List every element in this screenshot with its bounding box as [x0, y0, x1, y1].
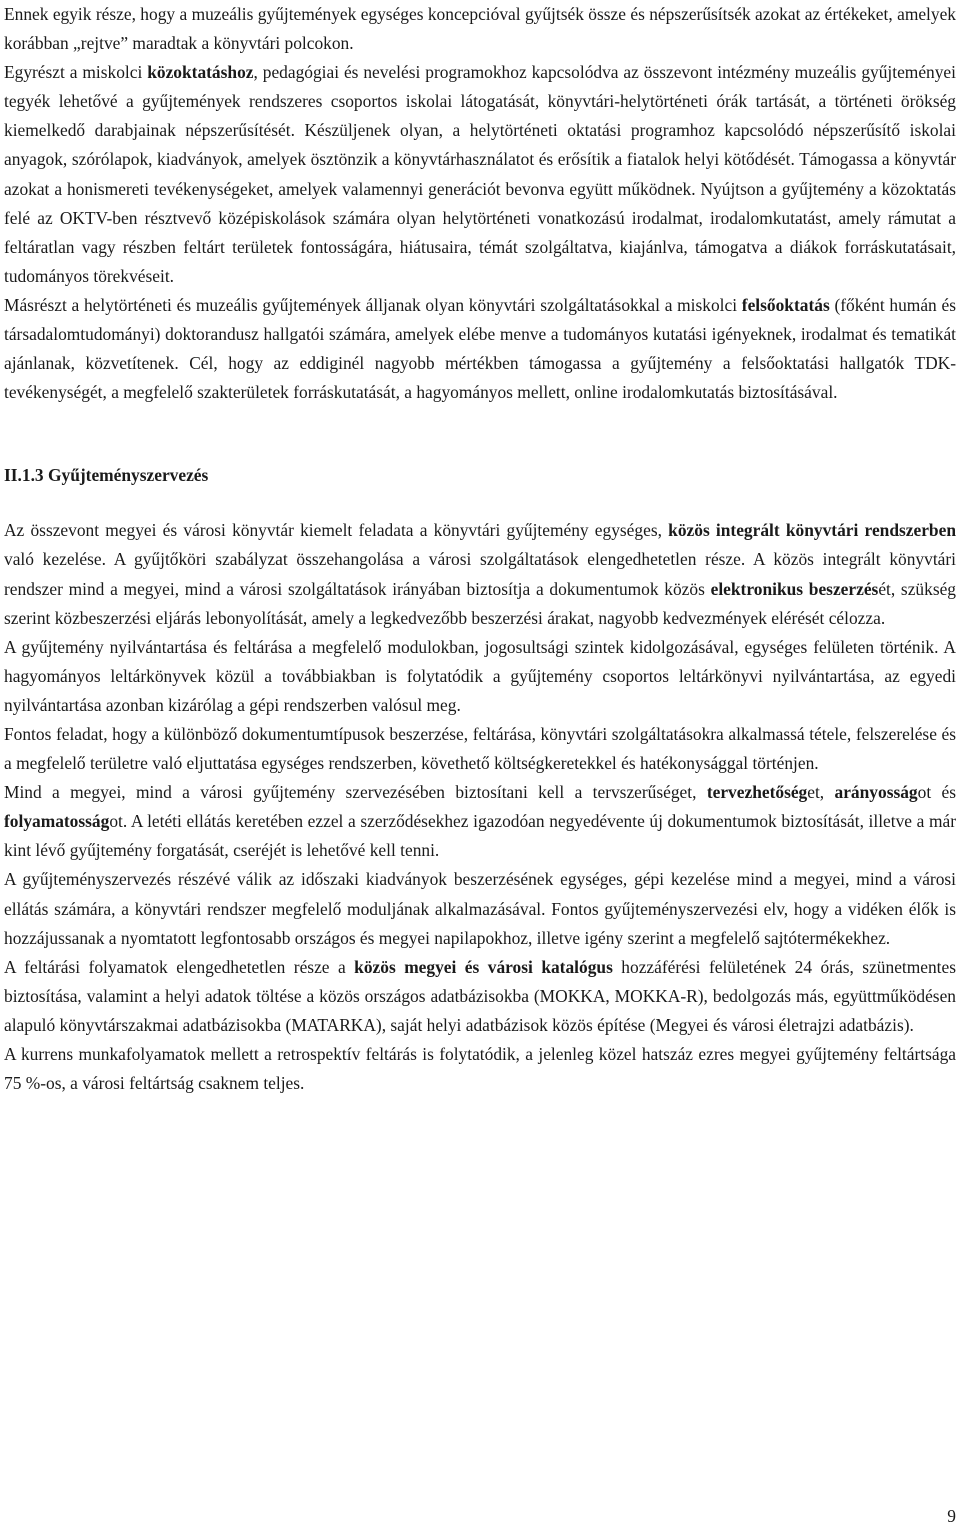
body-paragraph [4, 633, 956, 720]
emphasis-text: elektronikus beszerzés [710, 578, 879, 599]
text-run: Egyrészt a miskolci [4, 62, 148, 83]
body-paragraph [4, 720, 956, 778]
document-page [4, 0, 956, 1098]
text-run: A kurrens munkafolyamatok mellett a retrospektív feltárás is folytatódik, a jelenleg közel hatszáz ezres megyei gyűjtemény feltártsága 75 %-os, a városi feltártság csaknem teljes. [4, 1044, 956, 1094]
text-run: Az összevont megyei és városi könyvtár kiemelt feladata a könyvtári gyűjtemény egységes, [4, 520, 669, 541]
emphasis-text: arányosság [834, 782, 918, 803]
collection-section [4, 516, 956, 1098]
text-run: (főként humán és társadalomtudományi) doktorandusz hallgatói számára, amelyek elébe menve a tudományos kutatási igényeknek, irodalmat és tematikát ajánlanak, közvetítenek. Cél, hogy az eddiginél nagyobb mértékben támogassa a gyűjtemény a felsőoktatási hallgatók TDK-tevékenységét, a megfelelő szakterületek forráskutatását, a hagyományos mellett, online irodalomkutatás biztosításával. [4, 294, 956, 403]
section-heading: II.1.3 Gyűjteményszervezés [4, 465, 209, 486]
text-run: ét, szükség szerint közbeszerzési eljárás lebonyolítását, amely a legkedvezőbb beszerzési árakat, nagyobb kedvezmények elérését célozza. [4, 578, 956, 628]
body-paragraph [4, 865, 956, 952]
emphasis-text: közös integrált könyvtári rendszerben [668, 520, 956, 541]
text-run: A gyűjtemény nyilvántartása és feltárása a megfelelő modulokban, jogosultsági szintek kidolgozásával, egységes felületen történik. A hagyományos leltárkönyvek közül a továbbiakban is folytatódik a gyűjtemény csoportos leltárkönyvi nyilvántartása, az egyedi nyilvántartása azonban kizárólag a gépi rendszerben valósul meg. [4, 636, 956, 715]
intro-section [4, 0, 956, 407]
emphasis-text: közoktatáshoz [147, 62, 254, 83]
text-run: A feltárási folyamatok elengedhetetlen része a [4, 956, 355, 977]
text-run: Fontos feladat, hogy a különböző dokumentumtípusok beszerzése, feltárása, könyvtári szolgáltatásokra alkalmassá tétele, felszerelése és a megfelelő területre való eljuttatása egységes rendszerben, követhető költségkeretekkel és hatékonysággal történjen. [4, 723, 956, 774]
body-paragraph [4, 58, 956, 291]
body-paragraph [4, 953, 956, 1040]
text-run: ot. A letéti ellátás keretében ezzel a szerződésekhez igazodóan negyedévente új dokumentumok biztosítását, illetve a már kint lévő gyűjtemény forgatását, cseréjét is lehetővé kell tenni. [4, 811, 956, 861]
body-paragraph [4, 291, 956, 407]
emphasis-text: tervezhetőség [706, 782, 808, 803]
emphasis-text: közös megyei és városi katalógus [354, 956, 613, 977]
body-paragraph [4, 778, 956, 865]
text-run: A gyűjteményszervezés részévé válik az időszaki kiadványok beszerzésének egységes, gépi kezelése mind a megyei, mind a városi ellátás számára, a könyvtári rendszer megfelelő moduljának alkalmazásával. Fontos gyűjteményszervezési elv, hogy a vidéken élők is hozzájussanak a nyomtatott legfontosabb országos és megyei napilapokhoz, illetve igény szerint a megfelelő sajtótermékekhez. [4, 869, 956, 948]
text-run: Másrészt a helytörténeti és muzeális gyűjtemények álljanak olyan könyvtári szolgáltatásokkal a miskolci [4, 294, 742, 315]
text-run: ot és [917, 782, 956, 803]
body-paragraph [4, 0, 956, 58]
emphasis-text: felsőoktatás [741, 294, 830, 315]
body-paragraph [4, 1040, 956, 1098]
text-run: való kezelése. A gyűjtőköri szabályzat összehangolása a városi szolgáltatások elengedhetetlen része. A közös integrált könyvtári rendszer mind a megyei, mind a városi szolgáltatások irányában biztosítja a dokumentumok közös [4, 549, 956, 599]
text-run: et, [807, 782, 835, 803]
emphasis-text: folyamatosság [4, 811, 110, 832]
text-run: hozzáférési felületének 24 órás, szünetmentes biztosítása, valamint a helyi adatok töltése a közös országos adatbázisokba (MOKKA, MOKKA-R), bedolgozás más, együttműködésen alapuló könyvtárszakmai adatbázisokba (MATARKA), saját helyi adatbázisok közös építése (Megyei és városi életrajzi adatbázis). [4, 956, 956, 1035]
text-run: Ennek egyik része, hogy a muzeális gyűjtemények egységes koncepcióval gyűjtsék össze és népszerűsítsék azokat az értékeket, amelyek korábban „rejtve” maradtak a könyvtári polcokon. [4, 4, 956, 54]
text-run: Mind a megyei, mind a városi gyűjtemény szervezésében biztosítani kell a tervszerűséget, [4, 782, 707, 803]
text-run: , pedagógiai és nevelési programokhoz kapcsolódva az összevont intézmény muzeális gyűjteményei tegyék lehetővé a gyűjtemények rendszeres csoportos iskolai látogatását, könyvtári-helytörténeti órák tartását, a történeti örökség kiemelkedő darabjainak népszerűsítését. Készüljenek olyan, a helytörténeti oktatási programhoz kapcsolódó népszerűsítő iskolai anyagok, szórólapok, kiadványok, amelyek ösztönzik a könyvtárhasználatot és erősítik a fiatalok helyi kötődését. Támogassa a könyvtár azokat a honismereti tevékenységeket, amelyek valamennyi generációt bevonva együtt működnek. Nyújtson a gyűjtemény a közoktatás felé az OKTV-ben résztvevő középiskolások számára olyan helytörténeti vonatkozású irodalmat, irodalomkutatást, amely rámutat a feltáratlan vagy részben feltárt területek fontosságára, hiátusaira, témát szolgáltatva, kiajánlva, támogatva a diákok forráskutatásait, tudományos törekvéseit. [4, 62, 956, 286]
page-number: 9 [947, 1506, 956, 1526]
body-paragraph [4, 516, 956, 632]
